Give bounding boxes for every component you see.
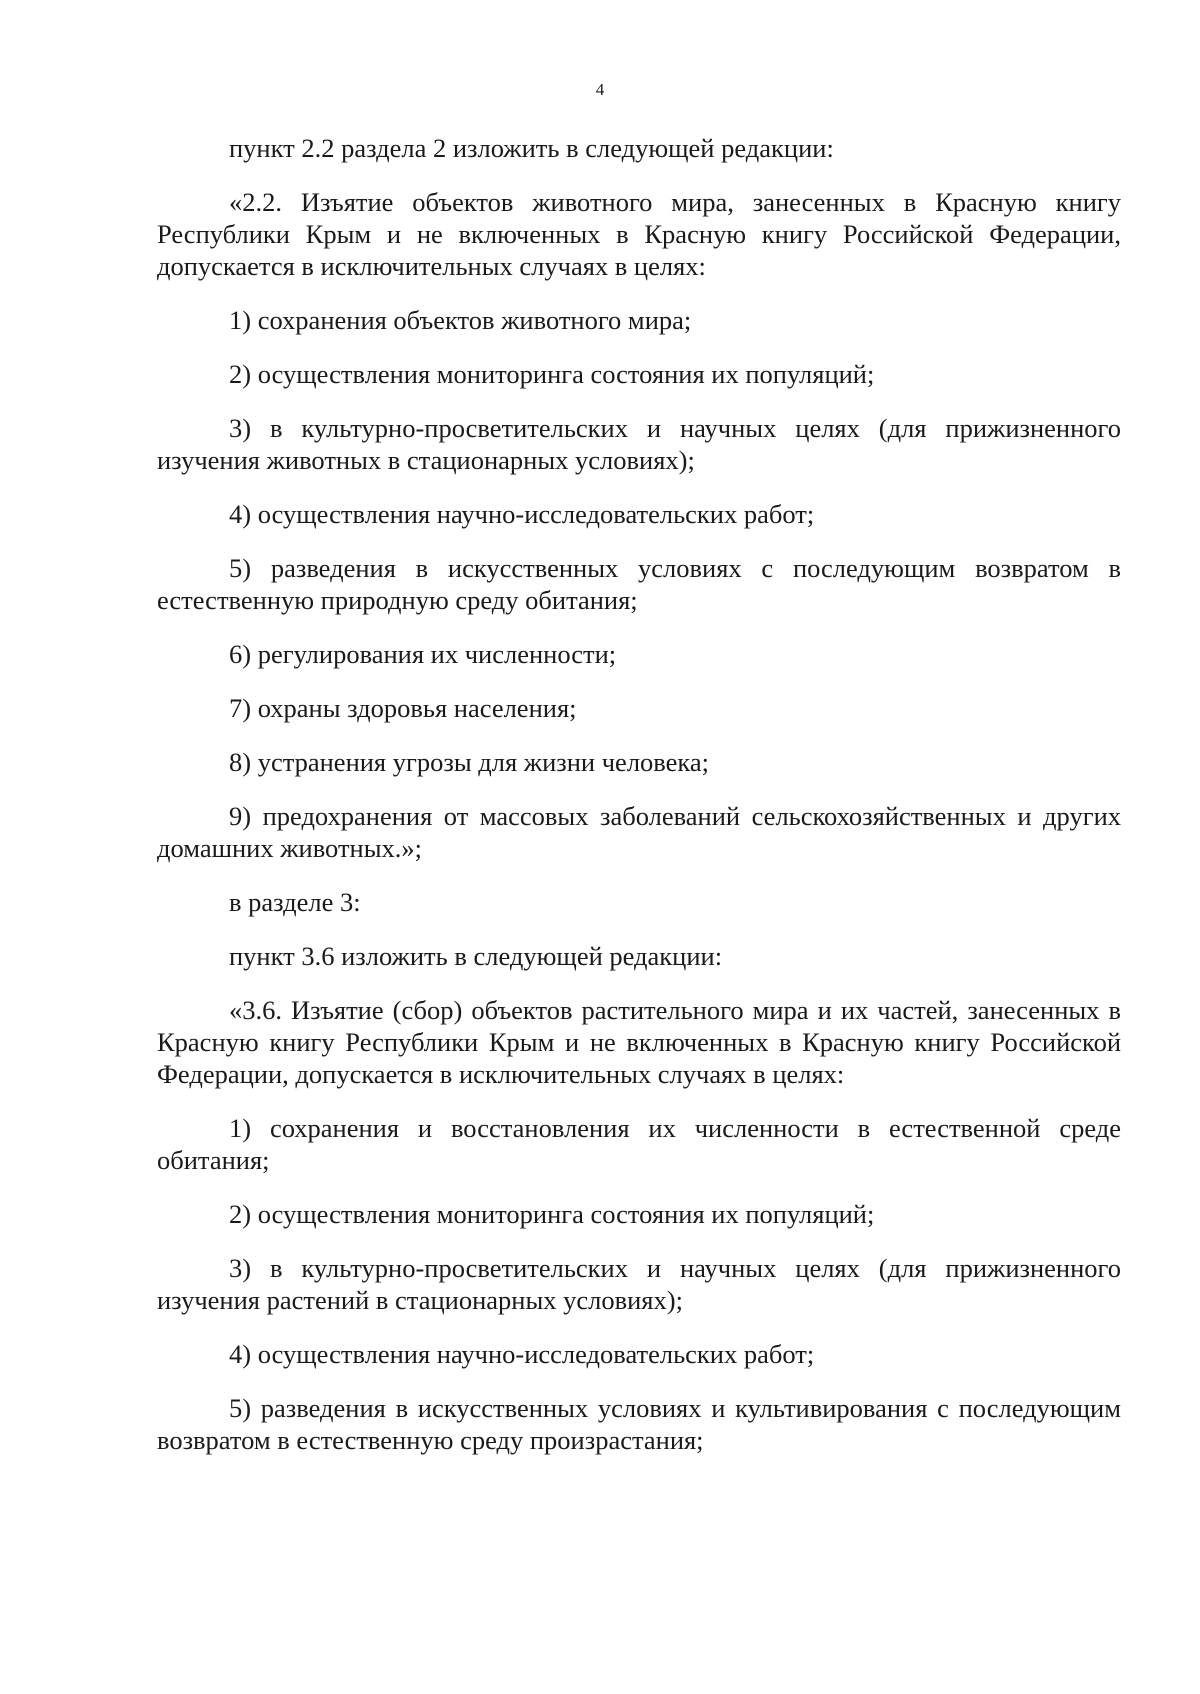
list-item-animal-9: 9) предохранения от массовых заболеваний сельскохозяйственных и других домашних животных.»; xyxy=(157,801,1121,863)
list-item-animal-2: 2) осуществления мониторинга состояния их популяций; xyxy=(229,359,875,389)
list-item-plant-5: 5) разведения в искусственных условиях и культивирования с последующим возвратом в естественную среду произрастания; xyxy=(157,1393,1121,1455)
list-item-plant-4: 4) осуществления научно-исследовательских работ; xyxy=(229,1339,815,1369)
list-item-plant-3: 3) в культурно-просветительских и научных целях (для прижизненного изучения растений в стационарных условиях); xyxy=(157,1253,1121,1315)
list-item-plant-2: 2) осуществления мониторинга состояния их популяций; xyxy=(229,1199,875,1229)
list-item-animal-1: 1) сохранения объектов животного мира; xyxy=(229,305,692,335)
paragraph-amend-2-2-intro: пункт 2.2 раздела 2 изложить в следующей редакции: xyxy=(229,133,834,163)
page-number: 4 xyxy=(595,80,605,99)
list-item-animal-7: 7) охраны здоровья населения; xyxy=(229,693,577,723)
paragraph-2-2-text: «2.2. Изъятие объектов животного мира, занесенных в Красную книгу Республики Крым и не включенных в Красную книгу Российской Федерации, допускается в исключительных случаях в целях: xyxy=(157,187,1121,281)
list-item-animal-6: 6) регулирования их численности; xyxy=(229,639,617,669)
list-item-animal-4: 4) осуществления научно-исследовательских работ; xyxy=(229,499,815,529)
paragraph-section-3: в разделе 3: xyxy=(229,887,361,917)
document-body xyxy=(157,132,1121,1478)
list-item-plant-1: 1) сохранения и восстановления их численности в естественной среде обитания; xyxy=(157,1113,1121,1175)
paragraph-3-6-text: «3.6. Изъятие (сбор) объектов растительного мира и их частей, занесенных в Красную книгу Республики Крым и не включенных в Красную книгу Российской Федерации, допускается в исключительных случаях в целях: xyxy=(157,995,1121,1089)
paragraph-amend-3-6-intro: пункт 3.6 изложить в следующей редакции: xyxy=(229,941,723,971)
list-item-animal-5: 5) разведения в искусственных условиях с последующим возвратом в естественную природную среду обитания; xyxy=(157,553,1121,615)
list-item-animal-8: 8) устранения угрозы для жизни человека; xyxy=(229,747,710,777)
list-item-animal-3: 3) в культурно-просветительских и научных целях (для прижизненного изучения животных в стационарных условиях); xyxy=(157,413,1121,475)
